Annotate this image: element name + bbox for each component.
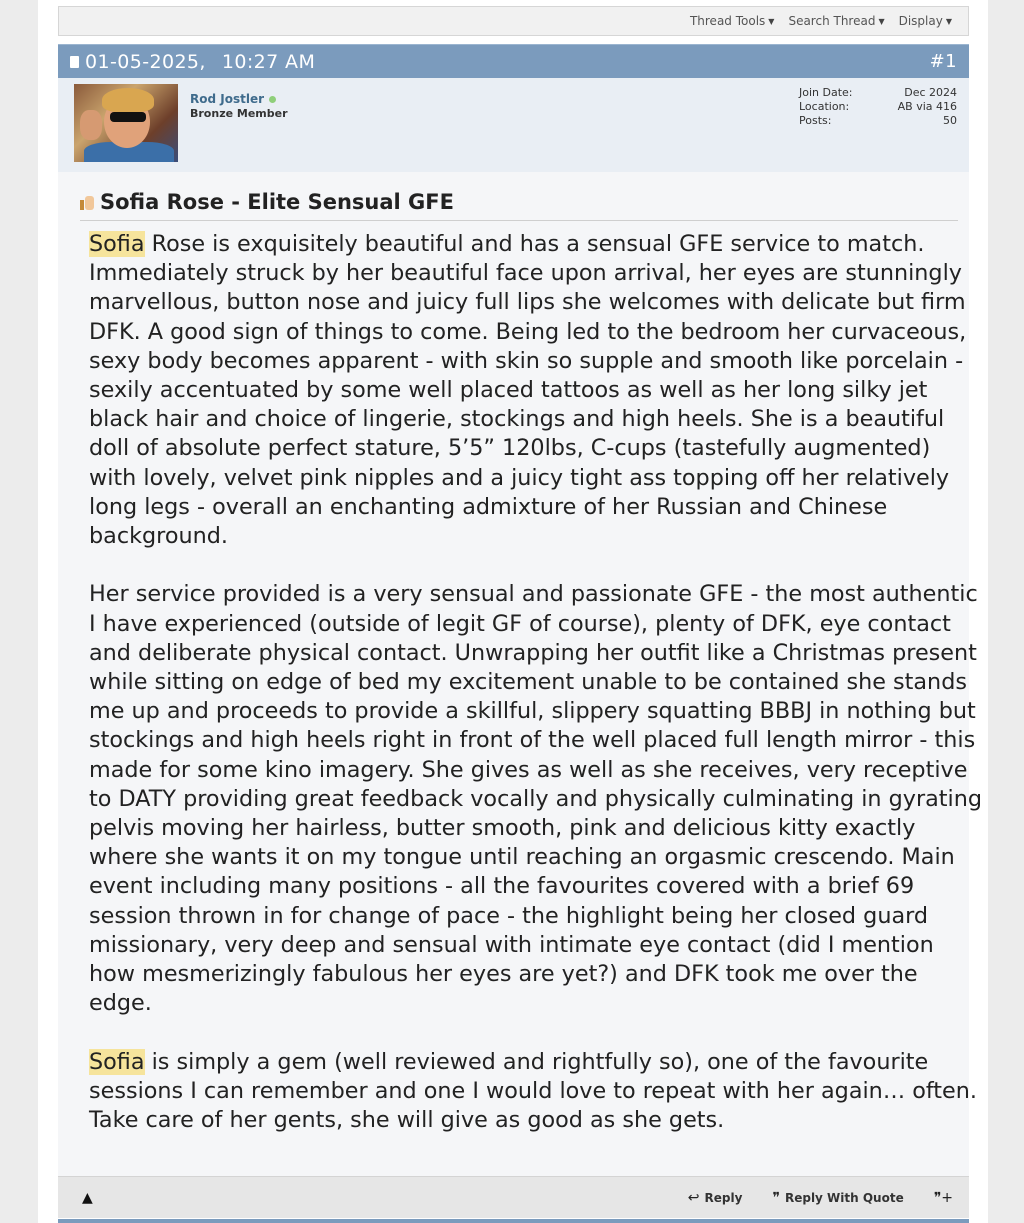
post-paragraph: [89, 230, 984, 551]
join-date-row: [799, 86, 957, 100]
search-thread-menu[interactable]: [788, 14, 884, 28]
post-number-link[interactable]: #1: [929, 51, 957, 72]
post-icon: [70, 56, 79, 68]
reply-button[interactable]: [688, 1190, 743, 1206]
thread-tools-label: Thread Tools: [689, 14, 766, 28]
post-title-text: Sofia Rose - Elite Sensual GFE: [100, 190, 454, 214]
warning-triangle-icon[interactable]: ▲: [82, 1189, 93, 1206]
search-highlight: Sofia: [89, 231, 145, 257]
post-footer: [58, 1176, 969, 1218]
search-thread-label: Search Thread: [788, 14, 876, 28]
thread-page: [38, 0, 988, 1223]
avatar[interactable]: [74, 84, 178, 162]
online-status-icon: [269, 96, 276, 103]
posts-row: [799, 114, 957, 128]
reply-with-quote-label: Reply With Quote: [784, 1190, 904, 1205]
username-link[interactable]: [190, 92, 276, 106]
caret-down-icon: ▼: [878, 16, 885, 26]
thumbs-up-icon: [80, 194, 94, 210]
reply-arrow-icon: ↩: [687, 1189, 700, 1206]
display-menu[interactable]: [899, 14, 952, 28]
avatar-hair: [102, 88, 154, 112]
reply-with-quote-button[interactable]: [772, 1190, 903, 1206]
post-body: [89, 230, 984, 1164]
multiquote-button[interactable]: [934, 1190, 953, 1206]
location-row: [799, 100, 957, 114]
post-header: [58, 44, 969, 78]
paragraph-text: Her service provided is a very sensual and passionate GFE - the most authentic I have experienced (outside of legit GF of course), plenty of DFK, eye contact and deliberate physical contact. Unwrapping her outfit like a Christmas present while sitting on edge of bed my excitement unable to be contained she stands me up and proceeds to provide a skillful, slippery squatting BBBJ in nothing but stockings and high heels right in front of the well placed full length mirror - this made for some kino imagery. She gives as well as she receives, very receptive to DATY providing great feedback vocally and physically culminating in gyrating pelvis moving her hairless, butter smooth, pink and delicious kitty exactly where she wants it on my tongue until reaching an orgasmic crescendo. Main event including many positions - all the favourites covered with a brief 69 session thrown in for change of pace - the highlight being her closed guard missionary, very deep and sensual with intimate eye contact (did I mention how mesmerizingly fabulous her eyes are yet?) and DFK took me over the edge.: [89, 581, 983, 1017]
join-date-value: Dec 2024: [904, 86, 957, 99]
paragraph-text: Rose is exquisitely beautiful and has a sensual GFE service to match. Immediately struck by her beautiful face upon arrival, her eyes are stunningly marvellous, button nose and juicy full lips she welcomes with delicate but firm DFK. A good sign of things to come. Being led to the bedroom her curvaceous, sexy body becomes apparent - with skin so supple and smooth like porcelain - sexily accentuated by some well placed tattoos as well as her long silky jet black hair and choice of lingerie, stockings and high heels. She is a beautiful doll of absolute perfect stature, 5’5” 120lbs, C-cups (tastefully augmented) with lovely, velvet pink nipples and a juicy tight ass topping off her relatively long legs - overall an enchanting admixture of her Russian and Chinese background.: [89, 231, 967, 550]
post-paragraph: [89, 580, 984, 1018]
avatar-hand: [80, 110, 102, 140]
posts-label: Posts:: [799, 114, 832, 127]
post-date: 01-05-2025,: [85, 50, 206, 73]
join-date-label: Join Date:: [799, 86, 853, 99]
post-content: [58, 172, 983, 1176]
caret-down-icon: ▼: [768, 16, 775, 26]
user-meta: [799, 86, 957, 128]
user-title: Bronze Member: [190, 107, 288, 120]
search-highlight: Sofia: [89, 1048, 145, 1075]
user-info-panel: [58, 78, 969, 172]
reply-label: Reply: [704, 1190, 743, 1205]
username: Rod Jostler: [190, 92, 265, 106]
footer-divider: [58, 1219, 969, 1223]
posts-value: 50: [943, 114, 957, 127]
post-title: [80, 190, 958, 221]
thread-tools-menu[interactable]: [690, 14, 775, 28]
quote-bubble-icon: ❞: [772, 1189, 780, 1206]
thread-toolbar: [58, 6, 969, 36]
avatar-glasses: [110, 112, 146, 122]
post-paragraph: [89, 1048, 984, 1136]
location-label: Location:: [799, 100, 850, 113]
multiquote-plus-icon: ❞+: [933, 1189, 953, 1206]
post-time: 10:27 AM: [221, 50, 316, 73]
location-value: AB via 416: [897, 100, 957, 113]
display-label: Display: [898, 14, 943, 28]
paragraph-text: is simply a gem (well reviewed and rightfully so), one of the favourite sessions I can remember and one I would love to repeat with her again… often. Take care of her gents, she will give as good as she gets.: [89, 1048, 977, 1134]
caret-down-icon: ▼: [945, 16, 952, 26]
